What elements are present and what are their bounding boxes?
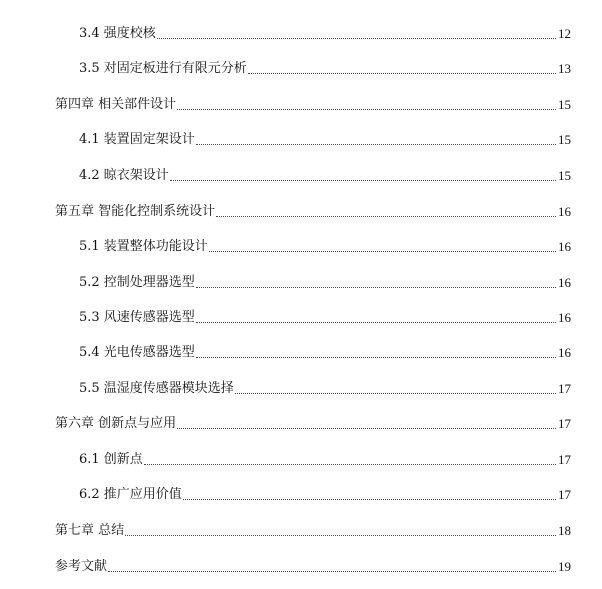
toc-entry-label: 6.2 推广应用价值 (79, 487, 182, 502)
toc-entry-label: 3.4 强度校核 (79, 26, 156, 41)
toc-entry-page: 13 (558, 61, 571, 76)
toc-entry-page: 16 (558, 310, 571, 325)
toc-entry[interactable] (79, 130, 571, 148)
toc-entry-page: 17 (558, 452, 571, 467)
toc-entry[interactable] (79, 343, 571, 361)
toc-entry[interactable] (79, 308, 571, 326)
toc-dot-leader (235, 392, 556, 394)
toc-dot-leader (170, 179, 556, 181)
toc-dot-leader (125, 534, 556, 536)
toc-dot-leader (209, 250, 556, 252)
toc-entry[interactable] (79, 237, 571, 255)
toc-entry-label: 第六章 创新点与应用 (55, 416, 177, 431)
toc-entry[interactable] (79, 450, 571, 468)
toc-entry-page: 15 (558, 132, 571, 147)
toc-entry-page: 15 (558, 168, 571, 183)
toc-entry-page: 17 (558, 416, 571, 431)
toc-entry[interactable] (79, 379, 571, 397)
toc-entry[interactable] (79, 59, 571, 77)
toc-dot-leader (196, 286, 556, 288)
toc-entry-label: 4.2 晾衣架设计 (79, 168, 169, 183)
toc-entry-page: 17 (558, 487, 571, 502)
toc-entry-page: 16 (558, 275, 571, 290)
toc-dot-leader (144, 463, 556, 465)
toc-dot-leader (157, 37, 556, 39)
toc-dot-leader (108, 570, 556, 572)
toc-entry-page: 16 (558, 239, 571, 254)
toc-entry-label: 3.5 对固定板进行有限元分析 (79, 61, 247, 76)
toc-entry[interactable] (79, 166, 571, 184)
toc-entry[interactable] (79, 24, 571, 42)
toc-entry-page: 16 (558, 204, 571, 219)
toc-entry[interactable] (79, 485, 571, 503)
toc-entry-label: 6.1 创新点 (79, 452, 143, 467)
toc-dot-leader (177, 427, 556, 429)
toc-entry-label: 4.1 装置固定架设计 (79, 132, 195, 147)
toc-entry[interactable] (79, 273, 571, 291)
toc-entry-label: 5.5 温湿度传感器模块选择 (79, 381, 234, 396)
toc-entry[interactable] (55, 557, 571, 575)
toc-dot-leader (177, 108, 556, 110)
toc-entry-label: 5.3 风速传感器选型 (79, 310, 195, 325)
toc-dot-leader (248, 72, 556, 74)
toc-dot-leader (196, 321, 556, 323)
toc-entry-page: 17 (558, 381, 571, 396)
toc-dot-leader (183, 498, 556, 500)
toc-entry[interactable] (55, 414, 571, 432)
toc-entry[interactable] (55, 95, 571, 113)
toc-entry-page: 16 (558, 345, 571, 360)
toc-entry[interactable] (55, 521, 571, 539)
toc-entry-label: 参考文献 (55, 559, 108, 574)
toc-dot-leader (196, 356, 556, 358)
toc-entry[interactable] (55, 202, 571, 220)
toc-dot-leader (196, 143, 556, 145)
toc-dot-leader (216, 215, 556, 217)
toc-entry-page: 19 (558, 559, 571, 574)
toc-entry-label: 第五章 智能化控制系统设计 (55, 204, 216, 219)
toc-entry-label: 5.1 装置整体功能设计 (79, 239, 208, 254)
toc-entry-label: 5.2 控制处理器选型 (79, 275, 195, 290)
toc-entry-label: 第四章 相关部件设计 (55, 97, 177, 112)
toc-entry-page: 18 (558, 523, 571, 538)
toc-entry-page: 12 (558, 26, 571, 41)
toc-entry-page: 15 (558, 97, 571, 112)
toc-entry-label: 5.4 光电传感器选型 (79, 345, 195, 360)
toc-entry-label: 第七章 总结 (55, 523, 125, 538)
